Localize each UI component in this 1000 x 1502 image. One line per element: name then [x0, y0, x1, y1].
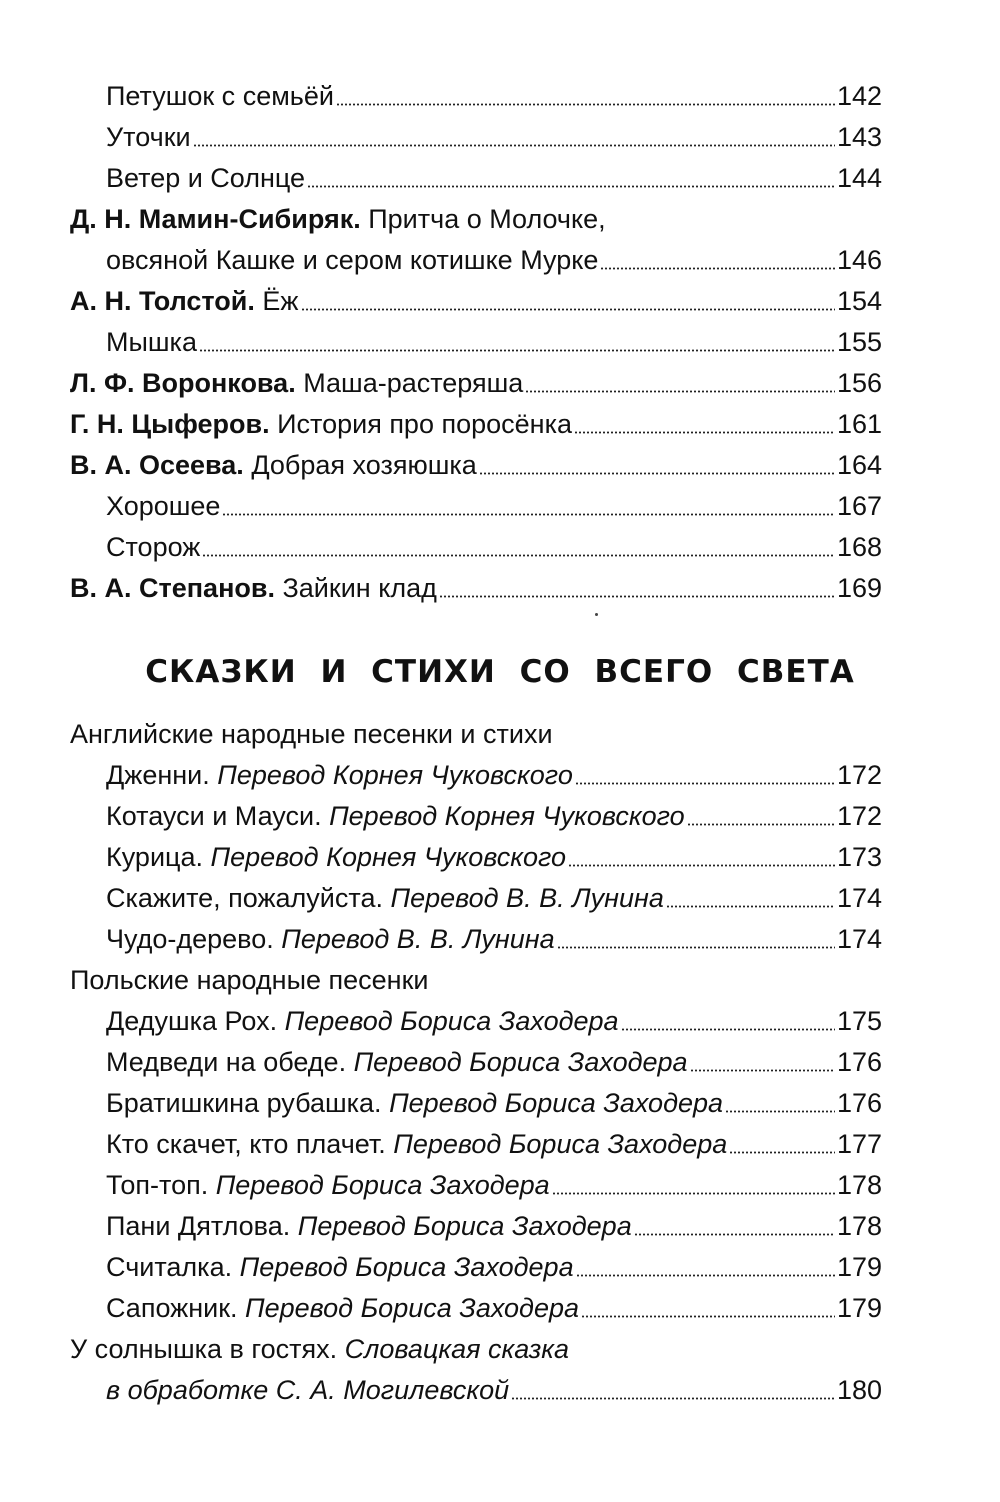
page-number: 167	[836, 491, 882, 521]
toc-entry	[70, 445, 882, 486]
work-title: Зайкин клад	[282, 573, 437, 603]
entry-title	[106, 1124, 727, 1165]
work-title: Медведи на обеде.	[106, 1047, 347, 1077]
subtitle: Словацкая сказка	[344, 1334, 570, 1364]
toc-entry	[70, 1083, 882, 1124]
dot-leader	[336, 103, 835, 106]
entry-title: Хорошее	[106, 491, 221, 521]
dot-leader	[729, 1151, 835, 1154]
dot-leader	[439, 595, 835, 598]
dot-leader	[581, 1315, 835, 1318]
dot-leader	[666, 905, 835, 908]
entry-title	[70, 199, 606, 240]
page-number: 180	[836, 1375, 882, 1405]
work-title: Притча о Молочке,	[368, 204, 606, 234]
toc-entry	[70, 1370, 882, 1411]
dot-leader	[511, 1397, 835, 1400]
toc-entry	[70, 837, 882, 878]
author-name: Д. Н. Мамин-Сибиряк.	[70, 204, 361, 234]
dot-leader	[199, 349, 835, 352]
toc-entry	[70, 76, 882, 117]
entry-title	[70, 404, 572, 445]
entry-title	[106, 919, 555, 960]
toc-entry	[70, 1288, 882, 1329]
dot-leader	[600, 267, 835, 270]
translator: Перевод Бориса Заходера	[353, 1047, 688, 1077]
entry-title	[106, 1165, 550, 1206]
entry-title	[106, 1206, 632, 1247]
work-title: Братишкина рубашка.	[106, 1088, 382, 1118]
translator: Перевод Бориса Заходера	[297, 1211, 632, 1241]
entry-title	[106, 1042, 688, 1083]
work-title: Курица.	[106, 842, 204, 872]
toc-entry	[70, 158, 882, 199]
dot-leader	[307, 185, 835, 188]
page-number: 169	[836, 573, 882, 603]
entry-title	[106, 1083, 723, 1124]
page-number: 172	[836, 801, 882, 831]
dot-leader	[690, 1069, 835, 1072]
translator: Перевод Бориса Заходера	[389, 1088, 724, 1118]
toc-entry	[70, 878, 882, 919]
dot-leader	[479, 472, 835, 475]
author-name: Г. Н. Цыферов.	[70, 409, 270, 439]
toc-section-2	[70, 714, 882, 1411]
author-name: Л. Ф. Воронкова.	[70, 368, 296, 398]
page-number: 175	[836, 1006, 882, 1036]
work-title: Маша-растеряша	[303, 368, 524, 398]
work-title: Дедушка Рох.	[106, 1006, 278, 1036]
translator: Перевод Корнея Чуковского	[210, 842, 567, 872]
toc-entry	[70, 240, 882, 281]
toc-entry	[70, 1165, 882, 1206]
page-number: 179	[836, 1252, 882, 1282]
page-number: 172	[836, 760, 882, 790]
work-title: Топ-топ.	[106, 1170, 209, 1200]
translator: Перевод Бориса Заходера	[284, 1006, 619, 1036]
entry-title: Петушок с семьёй	[106, 81, 334, 111]
toc-entry	[70, 755, 882, 796]
translator: Перевод Бориса Заходера	[239, 1252, 574, 1282]
translator: Перевод В. В. Лунина	[281, 924, 555, 954]
page-number: 176	[836, 1088, 882, 1118]
page-number: 154	[836, 286, 882, 316]
page-number: 155	[836, 327, 882, 357]
author-name: В. А. Осеева.	[70, 450, 244, 480]
page-number: 161	[836, 409, 882, 439]
author-name: В. А. Степанов.	[70, 573, 275, 603]
dot-leader	[202, 554, 835, 557]
translator: Перевод Бориса Заходера	[393, 1129, 728, 1159]
dot-leader	[575, 782, 835, 785]
toc-entry	[70, 486, 882, 527]
page-number: 142	[836, 81, 882, 111]
page-number: 156	[836, 368, 882, 398]
entry-title	[106, 1288, 579, 1329]
entry-title: Уточки	[106, 122, 191, 152]
toc-entry	[70, 568, 882, 609]
toc-entry	[70, 404, 882, 445]
dot-leader	[552, 1192, 835, 1195]
work-title: Скажите, пожалуйста.	[106, 883, 383, 913]
work-title: овсяной Кашке и сером котишке Мурке	[106, 245, 599, 275]
work-title: Пани Дятлова.	[106, 1211, 291, 1241]
page-number: 143	[836, 122, 882, 152]
dot-leader	[621, 1028, 835, 1031]
toc-entry-line	[70, 199, 882, 240]
work-title: Котауси и Мауси.	[106, 801, 322, 831]
group-title	[70, 714, 882, 755]
subtitle: в обработке С. А. Могилевской	[106, 1375, 510, 1405]
translator: Перевод В. В. Лунина	[390, 883, 664, 913]
dot-leader	[222, 513, 834, 516]
group-title	[70, 960, 882, 1001]
entry-title	[70, 363, 523, 404]
entry-title: Сторож	[106, 532, 201, 562]
entry-title	[106, 837, 566, 878]
page-number: 164	[836, 450, 882, 480]
entry-title	[106, 1001, 619, 1042]
dot-leader	[725, 1110, 835, 1113]
work-title: Добрая хозяюшка	[251, 450, 477, 480]
dot-leader	[634, 1233, 835, 1236]
toc-entry	[70, 117, 882, 158]
entry-title	[70, 568, 437, 609]
page-number: 168	[836, 532, 882, 562]
work-title: История про поросёнка	[277, 409, 572, 439]
author-name: А. Н. Толстой.	[70, 286, 255, 316]
dot-leader	[576, 1274, 835, 1277]
page-number: 144	[836, 163, 882, 193]
dot-leader	[568, 864, 835, 867]
toc-entry	[70, 281, 882, 322]
work-title: Сапожник.	[106, 1293, 238, 1323]
work-title: Дженни.	[106, 760, 210, 790]
work-title: Чудо-дерево.	[106, 924, 274, 954]
dot-leader	[557, 946, 835, 949]
toc-entry	[70, 1247, 882, 1288]
toc-entry	[70, 1042, 882, 1083]
dot-leader	[687, 823, 835, 826]
translator: Перевод Бориса Заходера	[215, 1170, 550, 1200]
dot-leader	[193, 144, 835, 147]
entry-title	[70, 1329, 569, 1370]
entry-title	[106, 878, 664, 919]
entry-title	[70, 281, 299, 322]
entry-title: Ветер и Солнце	[106, 163, 306, 193]
entry-title: Мышка	[106, 327, 197, 357]
section-heading: СКАЗКИ И СТИХИ СО ВСЕГО СВЕТА	[145, 654, 855, 690]
work-title: Считалка.	[106, 1252, 233, 1282]
toc-entry	[70, 1001, 882, 1042]
page-number: 176	[836, 1047, 882, 1077]
print-speck	[595, 613, 598, 616]
translator: Перевод Корнея Чуковского	[329, 801, 685, 831]
page-number: 174	[836, 883, 882, 913]
toc-entry	[70, 322, 882, 363]
toc-section-1	[70, 76, 882, 609]
toc-entry	[70, 363, 882, 404]
page-number: 177	[836, 1129, 882, 1159]
dot-leader	[574, 431, 835, 434]
toc-entry	[70, 527, 882, 568]
entry-title	[106, 755, 573, 796]
translator: Перевод Бориса Заходера	[245, 1293, 580, 1323]
page-number: 146	[836, 245, 882, 275]
page-number: 179	[836, 1293, 882, 1323]
toc-entry	[70, 796, 882, 837]
toc-entry	[70, 1124, 882, 1165]
dot-leader	[525, 390, 835, 393]
page-number: 178	[836, 1170, 882, 1200]
work-title: У солнышка в гостях.	[70, 1334, 338, 1364]
dot-leader	[301, 308, 835, 311]
entry-title	[106, 796, 685, 837]
toc-entry	[70, 1206, 882, 1247]
work-title: Ёж	[262, 286, 299, 316]
entry-title	[106, 1247, 574, 1288]
entry-title	[70, 445, 477, 486]
toc-entry	[70, 919, 882, 960]
group-label: Польские народные песенки	[70, 965, 429, 995]
page-number: 174	[836, 924, 882, 954]
work-title: Кто скачет, кто плачет.	[106, 1129, 386, 1159]
group-label: Английские народные песенки и стихи	[70, 719, 553, 749]
translator: Перевод Корнея Чуковского	[217, 760, 573, 790]
page-number: 178	[836, 1211, 882, 1241]
toc-entry-line	[70, 1329, 882, 1370]
page-number: 173	[836, 842, 882, 872]
